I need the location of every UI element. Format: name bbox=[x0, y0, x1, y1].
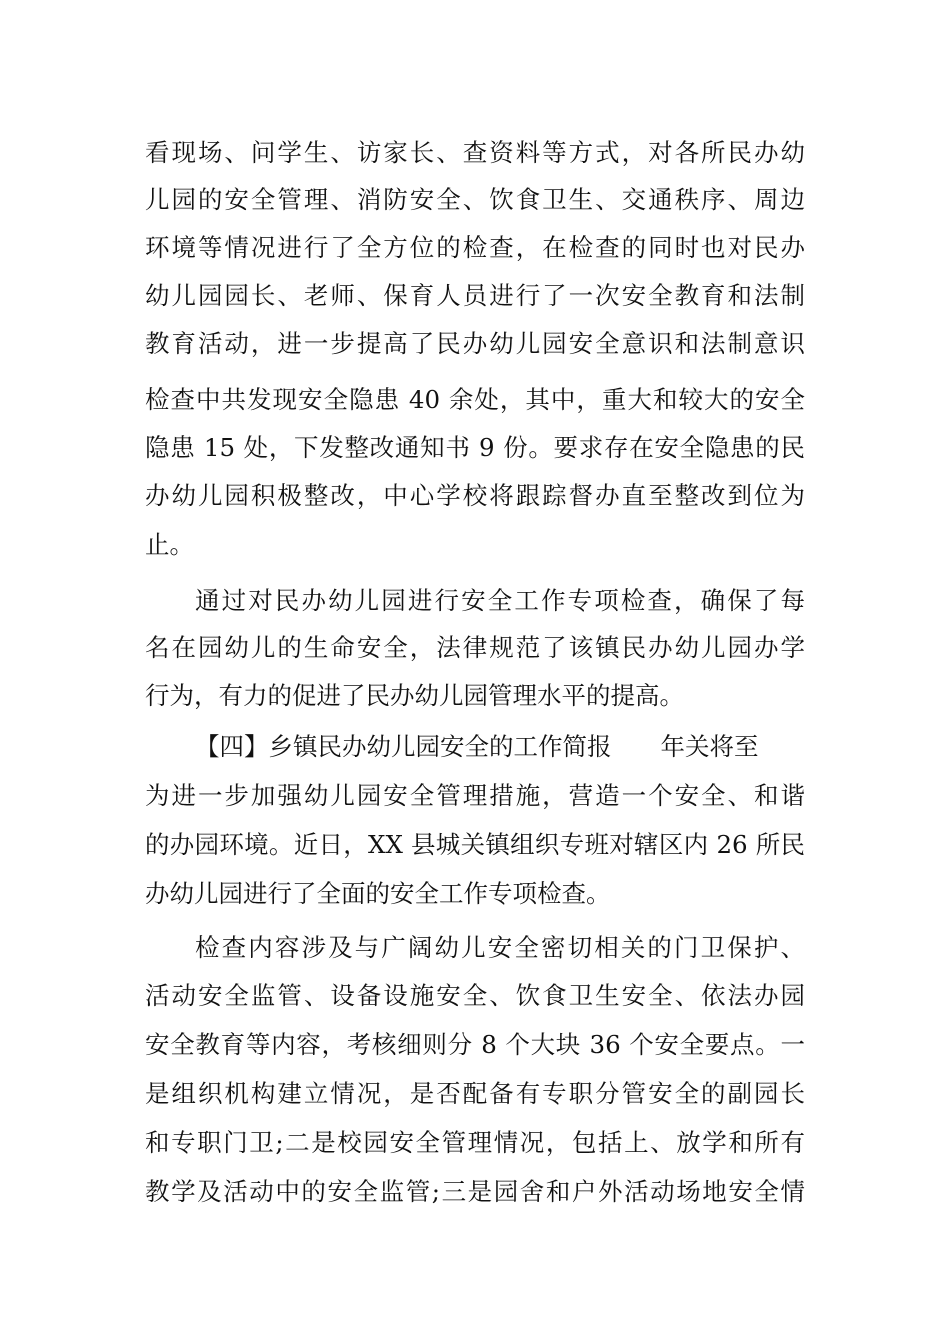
text-line: 看现场、问学生、访家长、查资料等方式，对各所民办幼 bbox=[145, 138, 805, 167]
text-line: 和专职门卫;二是校园安全管理情况，包括上、放学和所有 bbox=[145, 1128, 805, 1157]
text-line: 教育活动，进一步提高了民办幼儿园安全意识和法制意识 bbox=[145, 329, 805, 358]
text-line: 止。 bbox=[145, 530, 194, 559]
text-line: 检查中共发现安全隐患 40 余处，其中，重大和较大的安全 bbox=[145, 385, 805, 414]
text-line: 办幼儿园积极整改，中心学校将跟踪督办直至整改到位为 bbox=[145, 481, 805, 510]
text-line: 通过对民办幼儿园进行安全工作专项检查，确保了每 bbox=[195, 586, 805, 615]
text-line: 名在园幼儿的生命安全，法律规范了该镇民办幼儿园办学 bbox=[145, 633, 805, 662]
text-line: 隐患 15 处，下发整改通知书 9 份。要求存在安全隐患的民 bbox=[145, 433, 805, 462]
text-line: 检查内容涉及与广阔幼儿安全密切相关的门卫保护、 bbox=[195, 933, 805, 962]
text-line: 的办园环境。近日，XX 县城关镇组织专班对辖区内 26 所民 bbox=[145, 830, 805, 859]
text-line: 办幼儿园进行了全面的安全工作专项检查。 bbox=[145, 879, 611, 908]
text-line: 为进一步加强幼儿园安全管理措施，营造一个安全、和谐 bbox=[145, 781, 805, 810]
text-line: 教学及活动中的安全监管;三是园舍和户外活动场地安全情 bbox=[145, 1177, 805, 1206]
text-line: 儿园的安全管理、消防安全、饮食卫生、交通秩序、周边 bbox=[145, 185, 805, 214]
text-line: 活动安全监管、设备设施安全、饮食卫生安全、依法办园 bbox=[145, 981, 805, 1010]
text-line: 幼儿园园长、老师、保育人员进行了一次安全教育和法制 bbox=[145, 281, 805, 310]
text-line: 安全教育等内容，考核细则分 8 个大块 36 个安全要点。一 bbox=[145, 1030, 805, 1059]
text-line: 环境等情况进行了全方位的检查，在检查的同时也对民办 bbox=[145, 233, 805, 262]
text-line: 行为，有力的促进了民办幼儿园管理水平的提高。 bbox=[145, 681, 684, 710]
text-line: 是组织机构建立情况，是否配备有专职分管安全的副园长 bbox=[145, 1079, 805, 1108]
section-heading: 【四】乡镇民办幼儿园安全的工作简报 年关将至 bbox=[195, 732, 759, 761]
